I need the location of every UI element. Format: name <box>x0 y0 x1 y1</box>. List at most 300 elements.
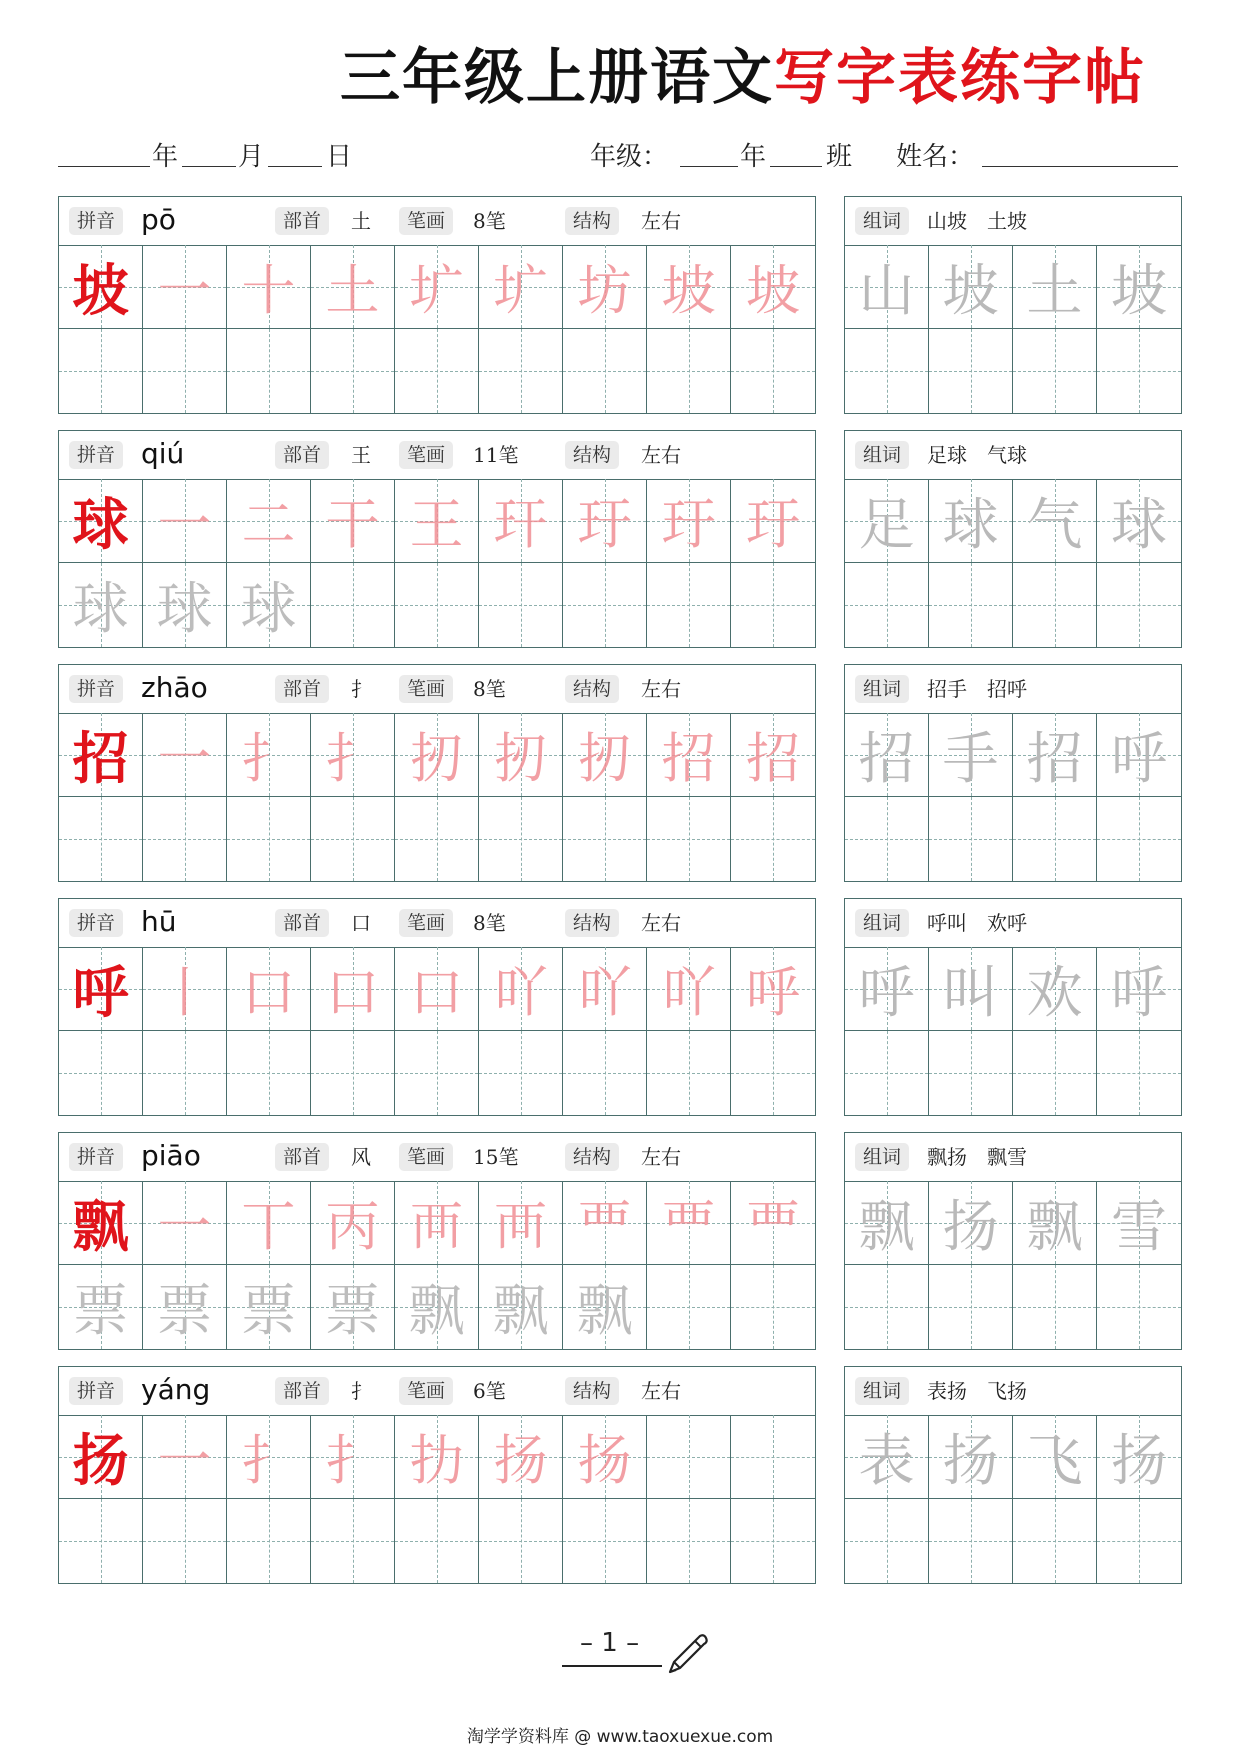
strokes-value: 8笔 <box>473 677 506 701</box>
writing-cell[interactable] <box>479 479 563 563</box>
stroke-step-char: 扌 <box>241 727 296 790</box>
structure-value: 左右 <box>641 1379 681 1403</box>
char-info-header <box>59 665 815 714</box>
stroke-step-char: 坡 <box>661 259 716 322</box>
class-label: 班 <box>826 142 853 172</box>
radical-value: 扌 <box>351 677 371 701</box>
pinyin-tag: 拼音 <box>69 909 123 937</box>
words-header <box>845 1367 1181 1416</box>
char-panel <box>58 664 816 882</box>
writing-cell[interactable] <box>395 1181 479 1265</box>
writing-cell[interactable] <box>395 245 479 329</box>
writing-cell[interactable] <box>563 797 647 881</box>
day-blank[interactable] <box>268 136 322 167</box>
writing-cell[interactable] <box>647 1265 731 1349</box>
writing-cell[interactable] <box>227 1181 311 1265</box>
writing-cell[interactable] <box>563 947 647 1031</box>
words-panel <box>844 898 1182 1116</box>
radical-tag: 部首 <box>275 441 329 469</box>
word-cell[interactable] <box>845 1031 929 1115</box>
word-char: 坡 <box>1111 258 1167 324</box>
word-cell[interactable] <box>845 947 929 1031</box>
stroke-step-char: 圹 <box>493 259 548 322</box>
date-line <box>58 136 1178 176</box>
writing-cell[interactable] <box>647 713 731 797</box>
word-cell[interactable] <box>1013 797 1097 881</box>
stroke-step-char: 襾 <box>409 1195 464 1258</box>
word-cell[interactable] <box>1013 1031 1097 1115</box>
word-cell[interactable] <box>845 713 929 797</box>
structure-value: 左右 <box>641 677 681 701</box>
word-char: 山 <box>858 258 915 324</box>
trace-char: 飘 <box>492 1279 549 1344</box>
writing-cell[interactable] <box>143 1031 227 1115</box>
writing-cell[interactable] <box>647 947 731 1031</box>
stroke-step-char: 干 <box>325 493 380 556</box>
writing-cell[interactable] <box>395 329 479 413</box>
radical-tag: 部首 <box>275 909 329 937</box>
word-cell[interactable] <box>845 1499 929 1583</box>
writing-cell[interactable] <box>563 479 647 563</box>
writing-cell[interactable] <box>647 1031 731 1115</box>
structure-value: 左右 <box>641 911 681 935</box>
structure-tag: 结构 <box>565 207 619 235</box>
writing-cell[interactable] <box>395 1265 479 1349</box>
char-panel <box>58 196 816 414</box>
word-char: 呼 <box>1111 960 1167 1026</box>
word-cell[interactable] <box>1013 1415 1097 1499</box>
writing-cell[interactable] <box>311 1415 395 1499</box>
writing-cell[interactable] <box>395 947 479 1031</box>
writing-cell[interactable] <box>563 245 647 329</box>
writing-cell[interactable] <box>731 479 815 563</box>
structure-value: 左右 <box>641 209 681 233</box>
word-cell[interactable] <box>1013 1499 1097 1583</box>
writing-cell[interactable] <box>59 947 143 1031</box>
year-label: 年 <box>152 142 179 172</box>
word-cell[interactable] <box>929 1031 1013 1115</box>
stroke-step-char: 吖 <box>493 961 548 1024</box>
words-value: 招手 招呼 <box>927 677 1027 701</box>
stroke-step-char: 坡 <box>746 259 800 322</box>
word-cell[interactable] <box>1097 245 1181 329</box>
word-cell[interactable] <box>1013 1265 1097 1349</box>
word-cell[interactable] <box>1013 563 1097 647</box>
writing-cell[interactable] <box>311 563 395 647</box>
writing-cell[interactable] <box>731 713 815 797</box>
stroke-step-char: 玗 <box>746 493 800 556</box>
model-char: 扬 <box>72 1427 129 1494</box>
stroke-step-char: 玗 <box>661 493 716 556</box>
name-label: 姓名： <box>896 142 975 172</box>
pinyin-value: yáng <box>141 1373 211 1406</box>
writing-cell[interactable] <box>311 947 395 1031</box>
writing-cell[interactable] <box>311 713 395 797</box>
writing-cell[interactable] <box>59 329 143 413</box>
writing-cell[interactable] <box>479 1415 563 1499</box>
word-cell[interactable] <box>845 1415 929 1499</box>
structure-tag: 结构 <box>565 1143 619 1171</box>
trace-char: 票 <box>324 1279 381 1344</box>
word-cell[interactable] <box>929 1181 1013 1265</box>
strokes-value: 15笔 <box>473 1145 519 1169</box>
word-char: 扬 <box>1111 1428 1167 1494</box>
writing-cell[interactable] <box>59 479 143 563</box>
stroke-step-char: 王 <box>409 493 464 556</box>
writing-cell[interactable] <box>311 1031 395 1115</box>
writing-cell[interactable] <box>563 713 647 797</box>
writing-cell[interactable] <box>731 329 815 413</box>
words-header <box>845 899 1181 948</box>
stroke-step-char: 吖 <box>577 961 632 1024</box>
writing-cell[interactable] <box>59 245 143 329</box>
writing-cell[interactable] <box>647 329 731 413</box>
writing-cell[interactable] <box>731 1415 815 1499</box>
strokes-value: 11笔 <box>473 443 519 467</box>
writing-cell[interactable] <box>563 1415 647 1499</box>
stroke-step-char: 扌 <box>325 1429 380 1492</box>
writing-cell[interactable] <box>479 1499 563 1583</box>
strokes-tag: 笔画 <box>399 1377 453 1405</box>
writing-cell[interactable] <box>311 797 395 881</box>
words-value: 山坡 土坡 <box>927 209 1027 233</box>
char-info-header <box>59 431 815 480</box>
writing-cell[interactable] <box>143 245 227 329</box>
word-cell[interactable] <box>1097 329 1181 413</box>
writing-cell[interactable] <box>59 1415 143 1499</box>
writing-cell[interactable] <box>647 1415 731 1499</box>
writing-cell[interactable] <box>143 1499 227 1583</box>
model-char: 球 <box>72 491 129 558</box>
model-char: 招 <box>72 725 129 792</box>
stroke-step-char: 土 <box>325 259 380 322</box>
word-char: 飞 <box>1026 1428 1083 1494</box>
word-cell[interactable] <box>1097 1499 1181 1583</box>
word-cell[interactable] <box>845 1181 929 1265</box>
stroke-step-char: 覀 <box>577 1195 632 1258</box>
writing-cell[interactable] <box>59 1181 143 1265</box>
writing-cell[interactable] <box>731 1181 815 1265</box>
word-char: 飘 <box>858 1194 915 1260</box>
word-cell[interactable] <box>845 563 929 647</box>
strokes-value: 8笔 <box>473 911 506 935</box>
pinyin-tag: 拼音 <box>69 207 123 235</box>
word-cell[interactable] <box>1013 1181 1097 1265</box>
writing-cell[interactable] <box>143 947 227 1031</box>
writing-cell[interactable] <box>311 329 395 413</box>
writing-cell[interactable] <box>395 713 479 797</box>
writing-cell[interactable] <box>311 1499 395 1583</box>
writing-cell[interactable] <box>563 329 647 413</box>
writing-cell[interactable] <box>227 1499 311 1583</box>
word-char: 球 <box>942 492 999 558</box>
words-header <box>845 1133 1181 1182</box>
word-char: 飘 <box>1026 1194 1083 1260</box>
stroke-step-char: 呼 <box>746 961 800 1024</box>
model-char: 飘 <box>72 1193 129 1260</box>
strokes-tag: 笔画 <box>399 441 453 469</box>
stroke-step-char: 招 <box>661 727 716 790</box>
strokes-tag: 笔画 <box>399 909 453 937</box>
writing-cell[interactable] <box>395 797 479 881</box>
writing-cell[interactable] <box>227 1415 311 1499</box>
word-cell[interactable] <box>845 329 929 413</box>
word-char: 呼 <box>858 960 915 1026</box>
pinyin-tag: 拼音 <box>69 1143 123 1171</box>
word-cell[interactable] <box>929 947 1013 1031</box>
radical-value: 风 <box>351 1145 371 1169</box>
word-cell[interactable] <box>845 245 929 329</box>
writing-cell[interactable] <box>563 1031 647 1115</box>
word-cell[interactable] <box>929 245 1013 329</box>
writing-cell[interactable] <box>731 1031 815 1115</box>
writing-cell[interactable] <box>395 1499 479 1583</box>
model-char: 呼 <box>72 959 129 1026</box>
word-cell[interactable] <box>1013 329 1097 413</box>
word-cell[interactable] <box>1097 1031 1181 1115</box>
writing-cell[interactable] <box>59 563 143 647</box>
writing-cell[interactable] <box>59 1499 143 1583</box>
stroke-step-char: 一 <box>157 1195 212 1258</box>
word-cell[interactable] <box>929 797 1013 881</box>
year-blank[interactable] <box>58 136 150 167</box>
pinyin-tag: 拼音 <box>69 675 123 703</box>
char-panel <box>58 1366 816 1584</box>
word-char: 足 <box>858 492 915 558</box>
word-cell[interactable] <box>1013 947 1097 1031</box>
word-char: 球 <box>1111 492 1167 558</box>
writing-cell[interactable] <box>227 947 311 1031</box>
structure-value: 左右 <box>641 1145 681 1169</box>
word-cell[interactable] <box>1013 713 1097 797</box>
word-char: 土 <box>1026 258 1083 324</box>
trace-char: 飘 <box>576 1279 633 1344</box>
writing-cell[interactable] <box>479 713 563 797</box>
writing-cell[interactable] <box>731 563 815 647</box>
writing-cell[interactable] <box>143 1265 227 1349</box>
writing-cell[interactable] <box>311 1181 395 1265</box>
writing-cell[interactable] <box>563 563 647 647</box>
word-char: 表 <box>858 1428 915 1494</box>
word-cell[interactable] <box>1097 1415 1181 1499</box>
stroke-step-char: 扬 <box>577 1429 632 1492</box>
month-label: 月 <box>238 142 265 172</box>
word-char: 招 <box>1026 726 1083 792</box>
grade-label: 年级： <box>590 142 669 172</box>
writing-cell[interactable] <box>647 797 731 881</box>
strokes-tag: 笔画 <box>399 207 453 235</box>
words-tag: 组词 <box>855 441 909 469</box>
stroke-step-char: 口 <box>241 961 296 1024</box>
stroke-step-char: 扌 <box>325 727 380 790</box>
word-cell[interactable] <box>1097 563 1181 647</box>
writing-cell[interactable] <box>143 1415 227 1499</box>
word-cell[interactable] <box>1097 713 1181 797</box>
writing-cell[interactable] <box>143 797 227 881</box>
word-cell[interactable] <box>929 1415 1013 1499</box>
trace-char: 票 <box>72 1279 129 1344</box>
writing-cell[interactable] <box>479 329 563 413</box>
words-value: 足球 气球 <box>927 443 1027 467</box>
word-cell[interactable] <box>929 713 1013 797</box>
writing-cell[interactable] <box>59 797 143 881</box>
writing-cell[interactable] <box>647 479 731 563</box>
writing-cell[interactable] <box>731 947 815 1031</box>
words-header <box>845 431 1181 480</box>
writing-cell[interactable] <box>479 1181 563 1265</box>
word-char: 手 <box>942 726 999 792</box>
strokes-tag: 笔画 <box>399 675 453 703</box>
pinyin-value: qiú <box>141 437 185 470</box>
writing-cell[interactable] <box>731 1499 815 1583</box>
word-cell[interactable] <box>1097 479 1181 563</box>
word-cell[interactable] <box>1013 479 1097 563</box>
words-header <box>845 197 1181 246</box>
pinyin-value: hū <box>141 905 177 938</box>
word-char: 气 <box>1026 492 1083 558</box>
writing-cell[interactable] <box>311 479 395 563</box>
word-char: 扬 <box>942 1194 999 1260</box>
writing-cell[interactable] <box>731 797 815 881</box>
class-blank[interactable] <box>770 136 822 167</box>
word-char: 扬 <box>942 1428 999 1494</box>
char-panel <box>58 898 816 1116</box>
writing-cell[interactable] <box>227 479 311 563</box>
writing-cell[interactable] <box>143 1181 227 1265</box>
writing-cell[interactable] <box>227 329 311 413</box>
word-cell[interactable] <box>845 797 929 881</box>
month-blank[interactable] <box>182 136 236 167</box>
writing-cell[interactable] <box>311 1265 395 1349</box>
word-cell[interactable] <box>929 563 1013 647</box>
word-cell[interactable] <box>929 1265 1013 1349</box>
writing-cell[interactable] <box>227 713 311 797</box>
word-char: 雪 <box>1111 1194 1167 1260</box>
writing-cell[interactable] <box>143 713 227 797</box>
pinyin-tag: 拼音 <box>69 1377 123 1405</box>
radical-value: 口 <box>351 911 371 935</box>
writing-cell[interactable] <box>647 1181 731 1265</box>
writing-cell[interactable] <box>479 1265 563 1349</box>
writing-cell[interactable] <box>731 1265 815 1349</box>
word-cell[interactable] <box>845 1265 929 1349</box>
structure-tag: 结构 <box>565 441 619 469</box>
writing-cell[interactable] <box>731 245 815 329</box>
stroke-step-char: 扌 <box>241 1429 296 1492</box>
writing-cell[interactable] <box>395 479 479 563</box>
writing-cell[interactable] <box>227 1265 311 1349</box>
radical-value: 土 <box>351 209 371 233</box>
footer: 淘学学资料库 @ www.taoxuexue.com <box>466 1727 774 1747</box>
word-cell[interactable] <box>1097 947 1181 1031</box>
stroke-step-char: 扨 <box>577 727 632 790</box>
words-tag: 组词 <box>855 207 909 235</box>
stroke-step-char: 一 <box>157 1429 212 1492</box>
word-cell[interactable] <box>1097 1265 1181 1349</box>
writing-cell[interactable] <box>59 1031 143 1115</box>
writing-cell[interactable] <box>59 713 143 797</box>
char-panel <box>58 430 816 648</box>
word-cell[interactable] <box>929 479 1013 563</box>
word-cell[interactable] <box>929 329 1013 413</box>
word-cell[interactable] <box>845 479 929 563</box>
writing-cell[interactable] <box>395 1031 479 1115</box>
writing-cell[interactable] <box>479 245 563 329</box>
writing-cell[interactable] <box>143 479 227 563</box>
grade-year-blank[interactable] <box>680 136 738 167</box>
writing-cell[interactable] <box>647 245 731 329</box>
writing-cell[interactable] <box>143 329 227 413</box>
writing-cell[interactable] <box>227 797 311 881</box>
radical-value: 扌 <box>351 1379 371 1403</box>
title-red: 写字表练字帖 <box>774 43 1146 113</box>
words-tag: 组词 <box>855 1377 909 1405</box>
writing-cell[interactable] <box>563 1265 647 1349</box>
stroke-step-char: 覀 <box>746 1195 800 1258</box>
char-info-header <box>59 899 815 948</box>
word-cell[interactable] <box>1097 1181 1181 1265</box>
structure-tag: 结构 <box>565 1377 619 1405</box>
writing-cell[interactable] <box>227 563 311 647</box>
radical-tag: 部首 <box>275 1377 329 1405</box>
writing-cell[interactable] <box>479 1031 563 1115</box>
writing-cell[interactable] <box>59 1265 143 1349</box>
writing-cell[interactable] <box>311 245 395 329</box>
page-number: – 1 – <box>580 1628 640 1658</box>
writing-cell[interactable] <box>647 563 731 647</box>
day-label: 日 <box>326 142 353 172</box>
writing-cell[interactable] <box>479 947 563 1031</box>
writing-cell[interactable] <box>479 797 563 881</box>
stroke-step-char: 坊 <box>577 259 632 322</box>
writing-cell[interactable] <box>227 1031 311 1115</box>
word-char: 叫 <box>942 960 999 1026</box>
pinyin-tag: 拼音 <box>69 441 123 469</box>
stroke-step-char: 口 <box>409 961 464 1024</box>
stroke-step-char: 玕 <box>493 493 548 556</box>
word-cell[interactable] <box>1097 797 1181 881</box>
trace-char: 球 <box>72 577 129 642</box>
words-tag: 组词 <box>855 1143 909 1171</box>
words-panel <box>844 430 1182 648</box>
stroke-step-char: 襾 <box>493 1195 548 1258</box>
strokes-value: 8笔 <box>473 209 506 233</box>
writing-cell[interactable] <box>563 1499 647 1583</box>
word-char: 坡 <box>942 258 999 324</box>
word-char: 招 <box>858 726 915 792</box>
writing-cell[interactable] <box>647 1499 731 1583</box>
stroke-step-char: 十 <box>241 259 296 322</box>
radical-tag: 部首 <box>275 1143 329 1171</box>
stroke-step-char: 圹 <box>409 259 464 322</box>
words-panel <box>844 1366 1182 1584</box>
writing-cell[interactable] <box>563 1181 647 1265</box>
writing-cell[interactable] <box>143 563 227 647</box>
writing-cell[interactable] <box>227 245 311 329</box>
writing-cell[interactable] <box>479 563 563 647</box>
trace-char: 球 <box>240 577 297 642</box>
word-cell[interactable] <box>1013 245 1097 329</box>
word-char: 欢 <box>1026 960 1083 1026</box>
model-char: 坡 <box>72 257 129 324</box>
name-blank[interactable] <box>982 136 1178 167</box>
writing-cell[interactable] <box>395 563 479 647</box>
writing-cell[interactable] <box>395 1415 479 1499</box>
radical-tag: 部首 <box>275 675 329 703</box>
stroke-step-char: 扬 <box>493 1429 548 1492</box>
char-info-header <box>59 1133 815 1182</box>
word-cell[interactable] <box>929 1499 1013 1583</box>
